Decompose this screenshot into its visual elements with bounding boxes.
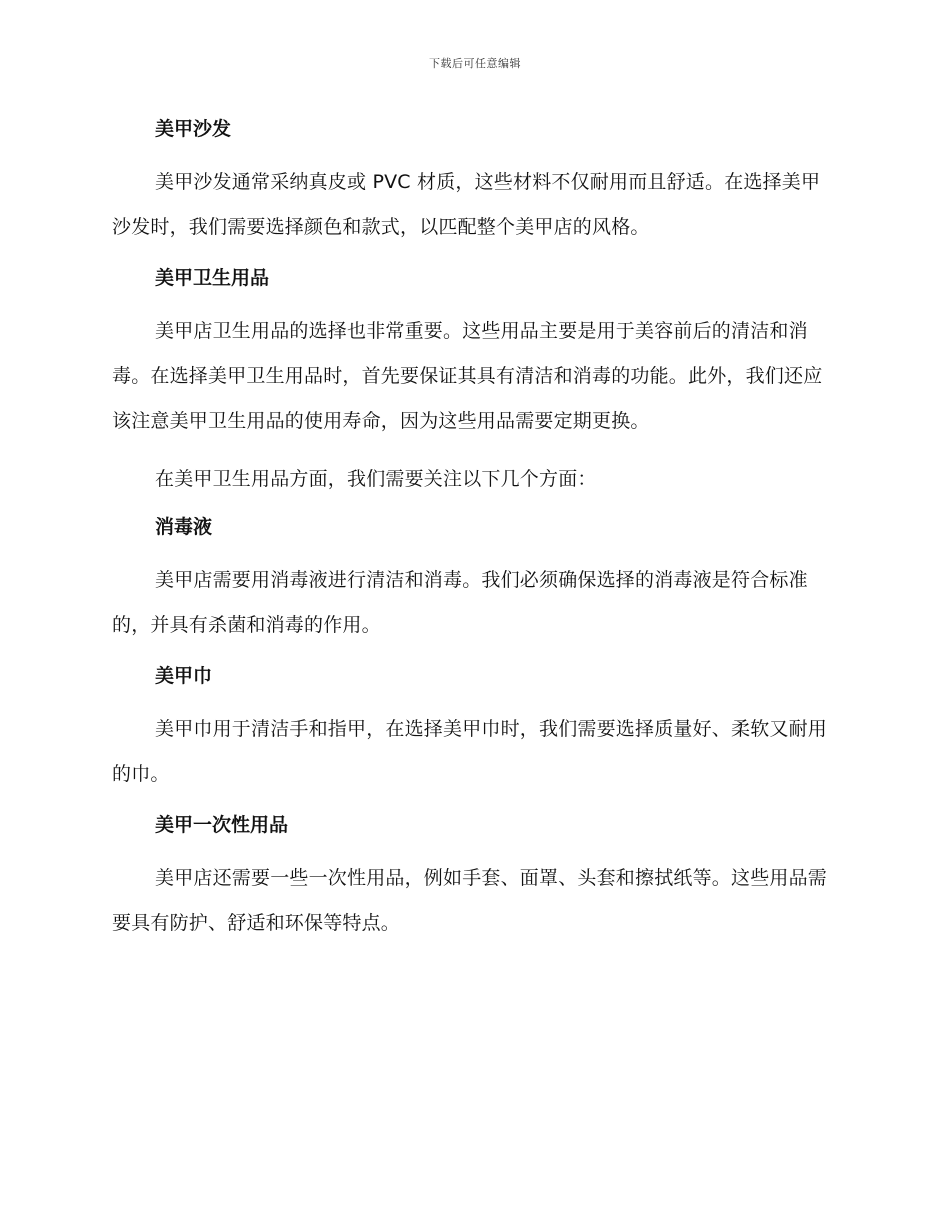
paragraph-hygiene: 美甲店卫生用品的选择也非常重要。这些用品主要是用于美容前后的清洁和消毒。在选择美甲卫生用品时，首先要保证其具有清洁和消毒的功能。此外，我们还应该注意美甲卫生用品的使用寿命，因为这些用品需要定期更换。 (112, 320, 823, 432)
section-heading-hygiene: 美甲卫生用品 (155, 267, 270, 289)
paragraph-disinfectant: 美甲店需要用消毒液进行清洁和消毒。我们必须确保选择的消毒液是符合标准的，并具有杀菌和消毒的作用。 (112, 569, 808, 636)
document-body (112, 114, 836, 959)
page-header-note: 下载后可任意编辑 (429, 57, 521, 70)
section-heading-disinfectant: 消毒液 (155, 516, 213, 538)
section-heading-towel: 美甲巾 (155, 665, 213, 687)
paragraph-disposable: 美甲店还需要一些一次性用品，例如手套、面罩、头套和擦拭纸等。这些用品需要具有防护、舒适和环保等特点。 (112, 867, 828, 934)
paragraph-towel: 美甲巾用于清洁手和指甲，在选择美甲巾时，我们需要选择质量好、柔软又耐用的巾。 (112, 718, 828, 785)
section-heading-sofa: 美甲沙发 (155, 118, 232, 140)
section-heading-disposable: 美甲一次性用品 (155, 814, 289, 836)
paragraph-sofa: 美甲沙发通常采纳真皮或 PVC 材质，这些材料不仅耐用而且舒适。在选择美甲沙发时，我们需要选择颜色和款式，以匹配整个美甲店的风格。 (112, 171, 821, 238)
paragraph-hygiene-intro: 在美甲卫生用品方面，我们需要关注以下几个方面： (155, 468, 597, 490)
